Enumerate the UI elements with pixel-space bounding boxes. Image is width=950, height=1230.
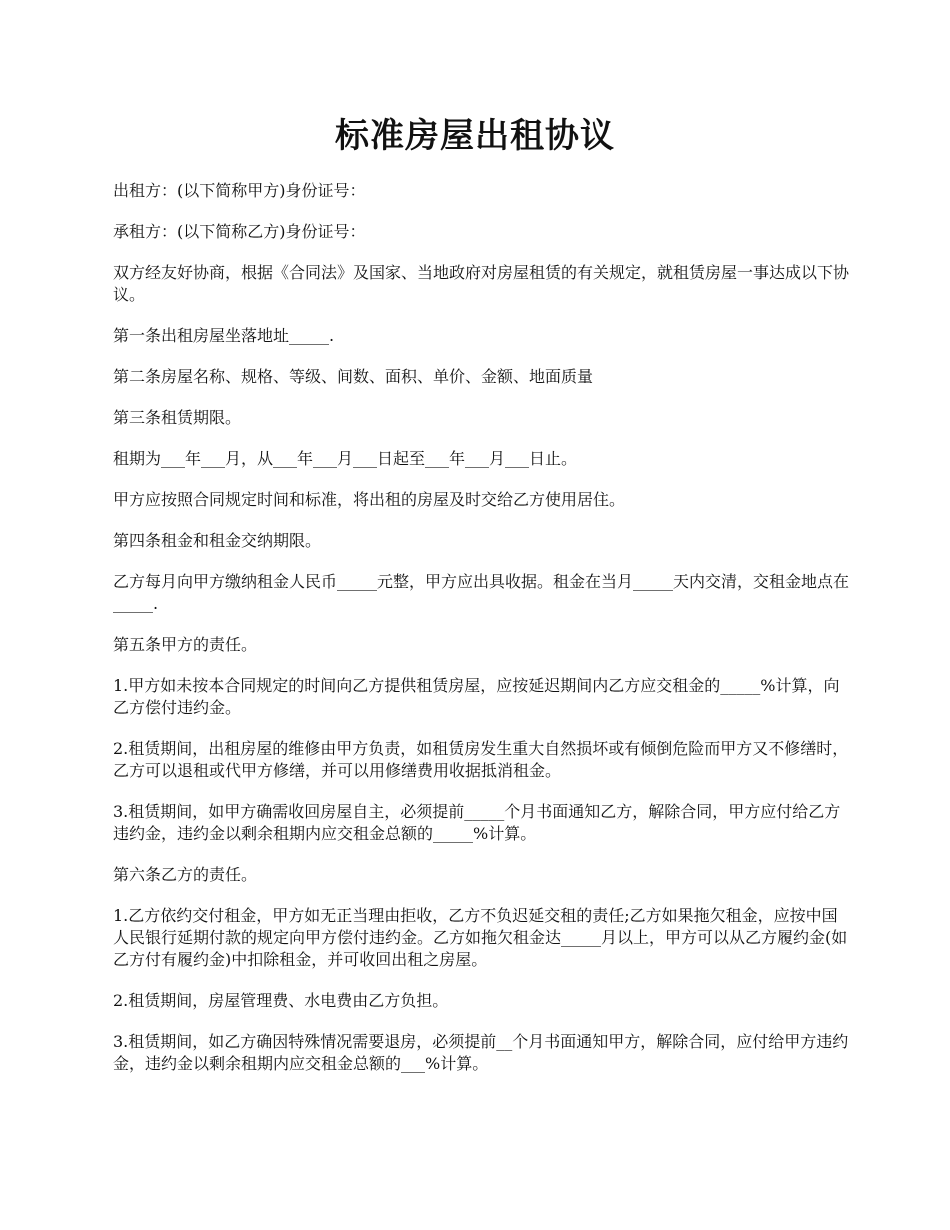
article-2-heading: 第二条房屋名称、规格、等级、间数、面积、单价、金额、地面质量 bbox=[113, 367, 594, 386]
article-5-clause-1: 1.甲方如未按本合同规定的时间向乙方提供租赁房屋，应按延迟期间内乙方应交租金的_____%计算，向乙方偿付违约金。 bbox=[113, 676, 840, 717]
article-5-clause-2: 2.租赁期间，出租房屋的维修由甲方负责，如租赁房发生重大自然损坏或有倾倒危险而甲方又不修缮时，乙方可以退租或代甲方修缮，并可以用修缮费用收据抵消租金。 bbox=[113, 739, 849, 780]
preamble-paragraph: 双方经友好协商，根据《合同法》及国家、当地政府对房屋租赁的有关规定，就租赁房屋一事达成以下协议。 bbox=[113, 263, 850, 304]
article-5-clause-3: 3.租赁期间，如甲方确需收回房屋自主，必须提前_____个月书面通知乙方，解除合同，甲方应付给乙方违约金，违约金以剩余租期内应交租金总额的_____%计算。 bbox=[113, 802, 841, 843]
handover-paragraph: 甲方应按照合同规定时间和标准，将出租的房屋及时交给乙方使用居住。 bbox=[113, 490, 626, 509]
article-6-clause-3: 3.租赁期间，如乙方确因特殊情况需要退房，必须提前__个月书面通知甲方，解除合同，应付给甲方违约金，违约金以剩余租期内应交租金总额的___%计算。 bbox=[113, 1032, 849, 1073]
article-3-heading: 第三条租赁期限。 bbox=[113, 408, 242, 427]
article-6-heading: 第六条乙方的责任。 bbox=[113, 865, 258, 884]
document-title: 标准房屋出租协议 bbox=[335, 116, 615, 156]
article-4-heading: 第四条租金和租金交纳期限。 bbox=[113, 531, 322, 550]
article-5-heading: 第五条甲方的责任。 bbox=[113, 635, 258, 654]
article-6-clause-2: 2.租赁期间，房屋管理费、水电费由乙方负担。 bbox=[113, 991, 449, 1010]
lease-term-paragraph: 租期为___年___月，从___年___月___日起至___年___月___日止。 bbox=[113, 449, 578, 468]
rent-payment-paragraph: 乙方每月向甲方缴纳租金人民币_____元整，甲方应出具收据。租金在当月_____天内交清，交租金地点在_____. bbox=[113, 572, 850, 613]
party-a-line: 出租方：(以下简称甲方)身份证号： bbox=[113, 181, 366, 200]
document-body bbox=[113, 180, 853, 1094]
article-1-heading: 第一条出租房屋坐落地址_____. bbox=[113, 326, 335, 345]
article-6-clause-1: 1.乙方依约交付租金，甲方如无正当理由拒收，乙方不负迟延交租的责任;乙方如果拖欠租金，应按中国人民银行延期付款的规定向甲方偿付违约金。乙方如拖欠租金达_____月以上，甲方可以从乙方履约金(如乙方付有履约金)中扣除租金，并可收回出租之房屋。 bbox=[113, 906, 848, 969]
party-b-line: 承租方：(以下简称乙方)身份证号： bbox=[113, 222, 366, 241]
